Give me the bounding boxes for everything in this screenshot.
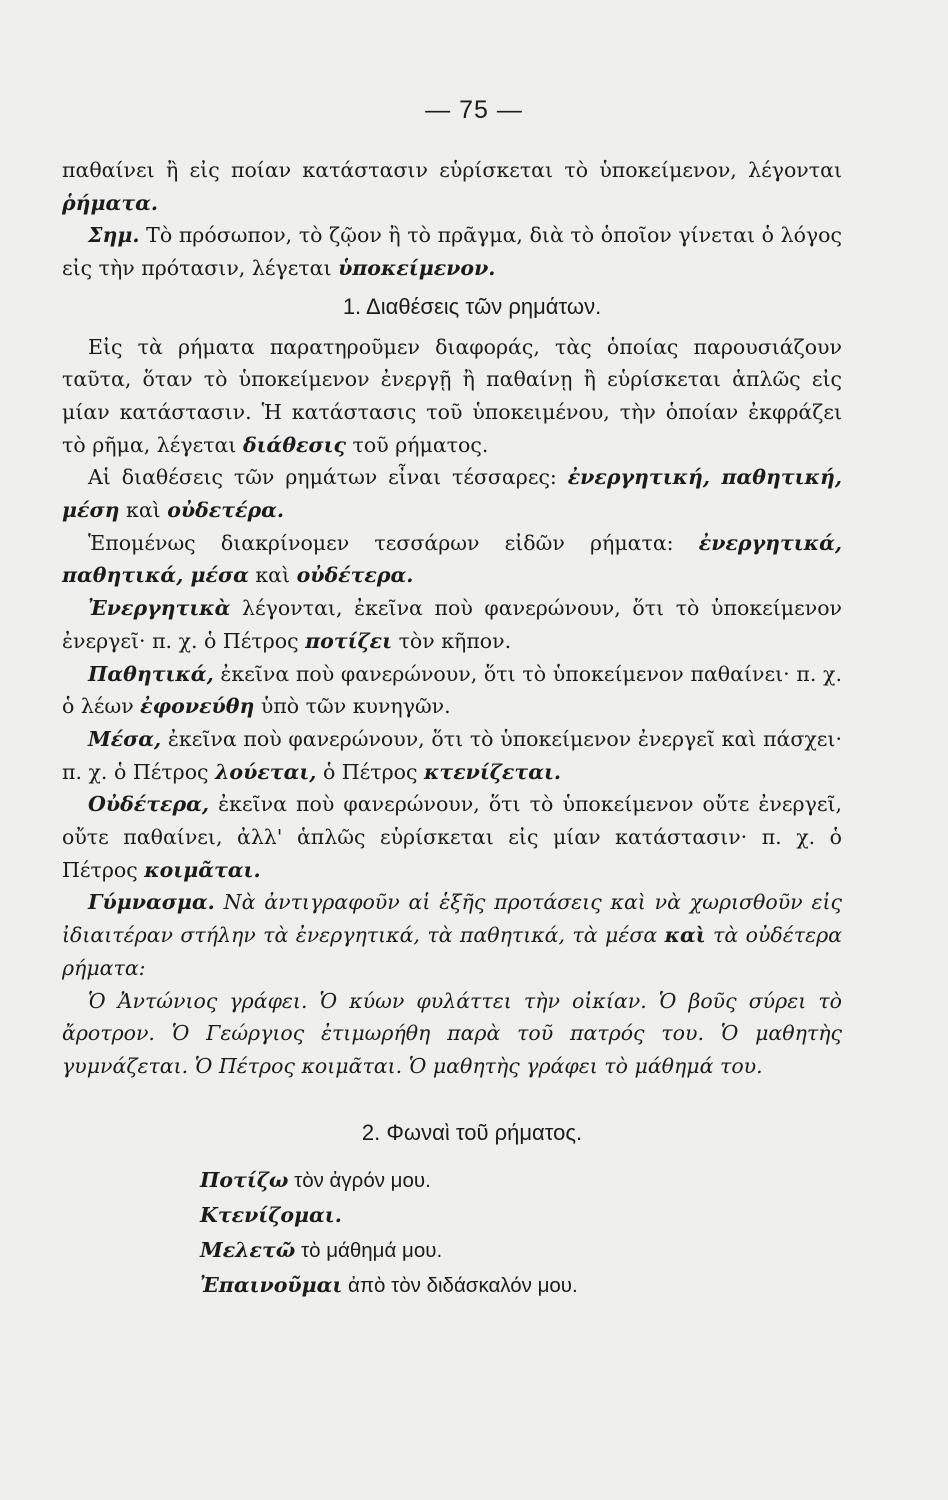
paragraph-neuter — [62, 788, 842, 886]
text: Ἑπομένως διακρίνομεν τεσσάρων εἰδῶν ρήματα: — [88, 530, 699, 555]
term: Παθητικά, — [88, 661, 214, 686]
term: οὐδέτερα. — [296, 563, 414, 588]
text: τὸ μάθημά μου. — [295, 1239, 443, 1263]
example-verb: κοιμᾶται. — [144, 857, 261, 882]
term: ὑποκείμενον. — [338, 256, 496, 281]
example-verb: κτενίζεται. — [424, 759, 562, 784]
text: ἐκεῖνα ποὺ φανερώνουν, ὅτι τὸ ὑποκείμενον παθαίνει· π. χ. ὁ λέων — [62, 661, 842, 719]
list-item — [200, 1233, 842, 1268]
term: οὐδετέρα. — [167, 498, 285, 523]
paragraph-continuation — [62, 154, 842, 219]
term: ἐνεργητικά, παθητικά, μέσα — [62, 530, 842, 588]
text: παθαίνει ἢ εἰς ποίαν κατάστασιν εὑρίσκεται τὸ ὑποκείμενον, λέγονται — [62, 158, 842, 182]
example-verb: Ποτίζω — [200, 1168, 289, 1193]
paragraph-dispositions — [62, 331, 842, 462]
example-verb: ποτίζει — [305, 628, 393, 653]
text: τοῦ ρήματος. — [346, 432, 489, 457]
example-verb: λούεται, — [215, 759, 317, 784]
section-heading-2: 2. Φωναὶ τοῦ ρήματος. — [361, 1119, 583, 1145]
example-verb: Μελετῶ — [200, 1238, 296, 1263]
text: Νὰ ἀντιγραφοῦν αἱ ἑξῆς προτάσεις καὶ νὰ χωρισθοῦν εἰς ἰδιαιτέραν στήλην τὰ ἐνεργητικά, τὰ παθητικά, τὰ μέσα — [62, 890, 842, 948]
text: ἐκεῖνα ποὺ φανερώνουν, ὅτι τὸ ὑποκείμενον ἐνεργεῖ καὶ πάσχει· π. χ. ὁ Πέτρος — [62, 726, 842, 784]
exercise-paragraph — [62, 886, 842, 984]
term: ἐνεργητική, παθητική, μέση — [62, 465, 842, 523]
text: καὶ — [119, 498, 168, 523]
list-item — [200, 1163, 842, 1198]
paragraph-middle — [62, 723, 842, 788]
text: Εἰς τὰ ρήματα παρατηροῦμεν διαφοράς, τὰς ὁποίας παρουσιάζουν ταῦτα, ὅταν τὸ ὑποκείμενον ἐνεργῇ ἢ παθαίνῃ ἢ εὑρίσκεται ἁπλῶς εἰς μίαν κατάστασιν. Ἡ κατάστασις τοῦ ὑποκειμένου, τὴν ὁποίαν ἐκφράζει τὸ ρῆμα, λέγεται — [62, 334, 842, 457]
text: λέγονται, ἐκεῖνα ποὺ φανερώνουν, ὅτι τὸ ὑποκείμενον ἐνεργεῖ· π. χ. ὁ Πέτρος — [62, 596, 842, 653]
text: Αἱ διαθέσεις τῶν ρημάτων εἶναι τέσσαρες: — [88, 465, 568, 490]
section-heading-1: 1. Διαθέσεις τῶν ρημάτων. — [342, 293, 602, 319]
note-label: Σημ. — [88, 223, 140, 248]
example-verb: Ἐπαινοῦμαι — [200, 1273, 343, 1298]
text: ὑπὸ τῶν κυνηγῶν. — [254, 694, 451, 719]
exercise-sentences: Ὁ Ἀντώνιος γράφει. Ὁ κύων φυλάττει τὴν οἰκίαν. Ὁ βοῦς σύρει τὸ ἄροτρον. Ὁ Γεώργιος ἐτιμωρήθη παρὰ τοῦ πατρός του. Ὁ μαθητὴς γυμνάζεται. Ὁ Πέτρος κοιμᾶται. Ὁ μαθητὴς γράφει τὸ μάθημά του. — [62, 988, 842, 1078]
text: τὸν κῆπον. — [392, 628, 512, 653]
paragraph-four-dispositions — [62, 461, 842, 526]
term: Ἐνεργητικὰ — [88, 596, 231, 621]
page-body — [62, 154, 842, 1303]
term: Οὐδέτερα, — [88, 792, 210, 817]
exercise-label: Γύμνασμα. — [88, 890, 215, 915]
example-verb: Κτενίζομαι. — [200, 1203, 342, 1228]
paragraph-four-kinds — [62, 527, 842, 592]
text: ὁ Πέτρος — [316, 759, 425, 784]
term: Μέσα, — [88, 726, 162, 751]
list-item — [200, 1268, 842, 1303]
examples-list — [62, 1163, 842, 1303]
text: καὶ — [664, 923, 706, 948]
text: ἀπὸ τὸν διδάσκαλόν μου. — [342, 1274, 578, 1298]
note-paragraph — [62, 219, 842, 284]
term: διάθεσις — [242, 432, 346, 457]
page-number: — 75 — — [425, 96, 523, 124]
text: τὰ οὐδέτερα ρήματα: — [62, 923, 842, 980]
example-verb: ἐφονεύθη — [140, 694, 255, 719]
term: ῥήματα. — [62, 190, 159, 215]
text: Τὸ πρόσωπον, τὸ ζῷον ἢ τὸ πρᾶγμα, διὰ τὸ ὁποῖον γίνεται ὁ λόγος εἰς τὴν πρότασιν, λέγεται — [62, 223, 842, 281]
text: τὸν ἀγρόν μου. — [288, 1169, 431, 1193]
list-item — [200, 1198, 842, 1233]
paragraph-passive — [62, 658, 842, 723]
text: καὶ — [248, 563, 297, 588]
text: ἐκεῖνα ποὺ φανερώνουν, ὅτι τὸ ὑποκείμενον οὔτε ἐνεργεῖ, οὔτε παθαίνει, ἀλλ' ἁπλῶς εὑρίσκεται εἰς μίαν κατάστασιν· π. χ. ὁ Πέτρος — [62, 792, 842, 882]
paragraph-active — [62, 592, 842, 657]
